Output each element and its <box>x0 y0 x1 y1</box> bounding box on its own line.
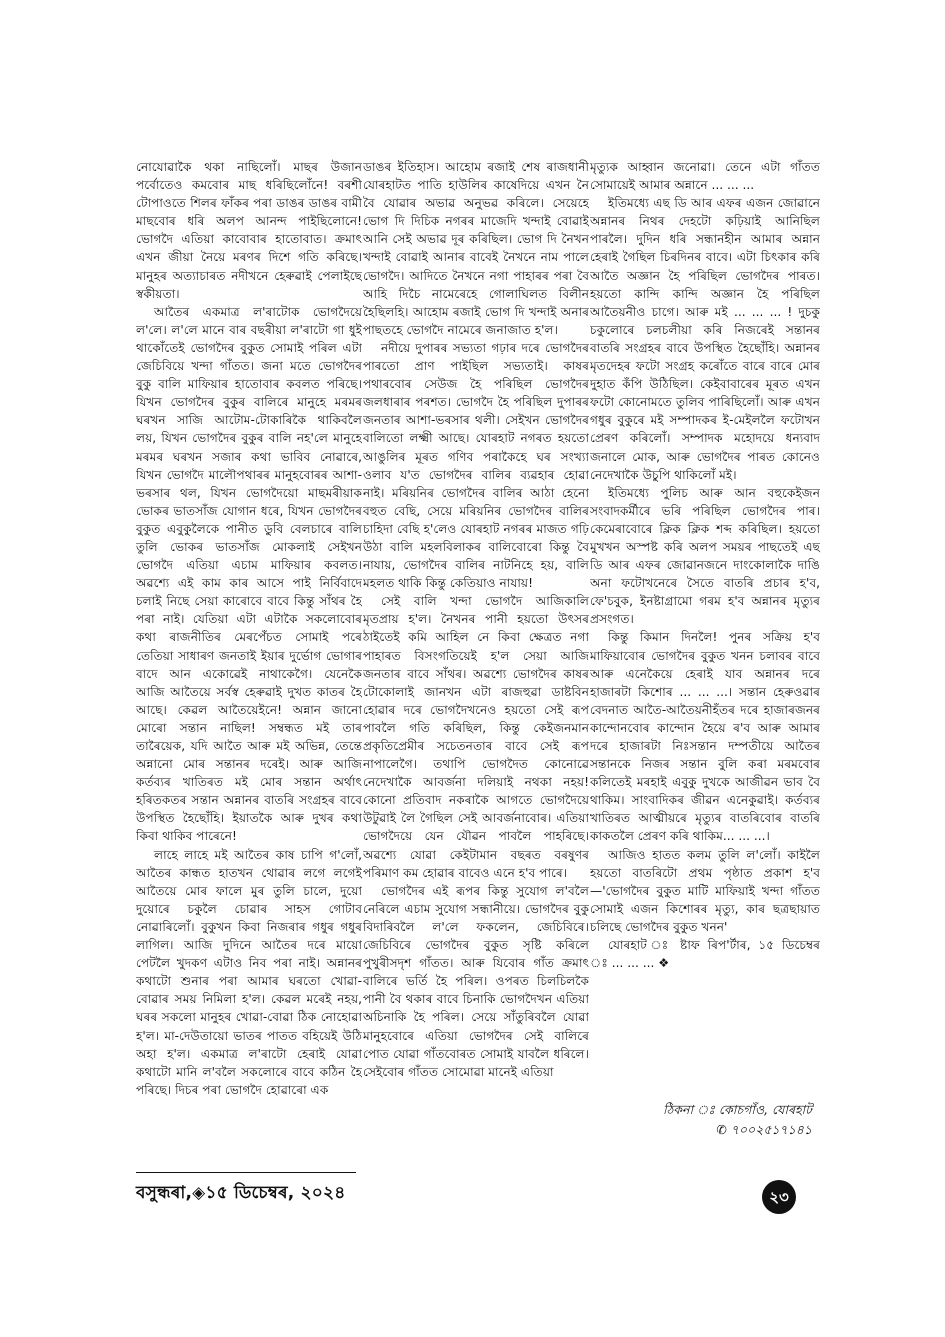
paragraph: যোৰহাট ঃ ষ্টাফ ৰিপ'ৰ্টাৰ, ১৫ ডিচেম্বৰ ঃ ... ... ... ❖ <box>590 938 820 971</box>
paragraph: নদীয়ে দুপাৰৰ সভ্যতা গঢ়াৰ দৰে ভোগদৈৰ পাৰতো প্ৰাণ পাইছিল সভ্যতাই। কাষৰ পথাৰবোৰ সেউজ হৈ পৰিছিল ভোগদৈৰ জলধাৰাৰ পৰশত। ভোগদৈ হৈ পৰিছিল দুপাৰৰ জনতাৰ আশা-ভৰসাৰ থলী। সেইখন ভোগদৈৰ বালিতো লক্ষ্মী আছে। যোৰহাট নগৰত হয়তো আঙুলিৰ মূৰত গণিব পৰাকৈহে ঘৰ সংখ্যা ওলাব য'ত ভোগদৈৰ বালিৰ ব্যৱহাৰ হোৱা নাই। মৰিয়নিৰ ভোগদৈৰ বালিৰ আঠা হেনো বহুত বেছি, সেয়ে মৰিয়নিৰ ভোগদৈৰ বালিৰ চাহিদা বেছি হ'লেও যোৰহাট নগৰৰ মাজত গঢ়ি উঠা বালি মহলবিলাকৰ বালিবোৰো কিন্তু বৈ নাযায়, ভোগদৈৰ বালিৰ নাটনিহে হয়, বালি মহলত থাকি কিন্তু কেতিয়াও নাযায়! <box>363 340 589 591</box>
footer-divider <box>136 1172 356 1173</box>
paragraph: ইতিমধ্যে পুলিচ আৰু আন বহুকেইজন সংবাদকৰ্মীৰে ভৰি পৰিছিল ভোগদৈৰ পাৰ। কেমেৰাবোৰে ক্লিক ক্লিক শব্দ কৰিছিল। হয়তো মুখখন অস্পষ্ট কৰি অলপ সময়ৰ পাছতেই এছ ডি আৰ এফৰ জোৱানজনে দাংকোলাকৈ দাঙি অনা ফটোখনেৰে সৈতে বাতৰি প্ৰচাৰ হ'ব, ফে'চবুক, ইনষ্টাগ্ৰামো গৰম হ'ব অন্নানৰ মৃত্যুৰ প্ৰসংগত। <box>590 485 820 627</box>
paragraph: ডাঙৰ ইতিহাস। আহোম ৰজাই শেষ ৰাজধানী যোৰহাটত পাতি হাউলিৰ কাষেদিয়ে এখন নৈ বৈ যোৱাৰ অভাৱ অনুভৱ কৰিলে। সেয়েহে ভোগ দি দিচিক নগৰৰ মাজেদি খন্দাই বোৱাই আনি সেই অভাৱ দূৰ কৰিছিল। ভোগ দি নৈখন খন্দাই বোৱাই আনাৰ বাবেই নৈখনে নাম পালে ভোগদৈ। আদিতে নৈখনে নগা পাহাৰৰ পৰা বৈ আহি দিচৈ নামেৰেহে গোলাঘিলত বিলীন হৈছিলহি। আহোম ৰজাই ভোগ দি খন্দাই অনাৰ পাছতহে ভোগদৈ নামেৰে জনাজাত হ'ল। <box>363 160 589 337</box>
paragraph: ইতিমধ্যে এছ ডি আৰ এফৰ এজন জোৱানে অন্নানৰ নিথৰ দেহটো কঢ়িয়াই আনিছিল পাৰলৈ। দুদিন ধৰি সন্ধানহীন আমাৰ অন্নান হেৰাই গৈছিল চিৰদিনৰ বাবে। এটা চিৎকাৰ কৰি আতৈ অজ্ঞান হৈ পৰিছিল ভোগদৈৰ পাৰত। হয়তো কান্দি কান্দি অজ্ঞান হৈ পৰিছিল আতৈয়নীও চাগে। আৰু মই ... ... ... ! দুচকু চকুলোৰে চলচলীয়া কৰি নিজৰেই সন্তানৰ বাতৰি সংগ্ৰহৰ বাবে উপস্থিত হৈছোঁহি। অন্নানৰ মৃতদেহৰ ফটো সংগ্ৰহ কৰোঁতে বাৰে বাৰে মোৰ দুহাত কঁপি উঠিছিল। কেইবাবাৰেৰ মূৰত এখন ফটো কোনোমতে তুলিব পাৰিছিলোঁ। আৰু এখন গধুৰ বুকুৰে মই সম্পাদকৰ ই-মেইললৈ ফটোখন প্ৰেৰণ কৰিলোঁ। সম্পাদক মহোদয়ে ধন্যবাদ জনালে মোক, আৰু ভোগদৈৰ পাৰত কোনেও নেদেখাকৈ উচুপি থাকিলোঁ মই। <box>590 196 820 482</box>
paragraph: মৃত্যুক আহ্বান জনোৱা। তেনে এটা গাঁতত সোমায়েই আমাৰ অন্নানে ... ... ... <box>590 160 820 193</box>
magazine-footer: বসুন্ধৰা,◈১৫ ডিচেম্বৰ, ২০২৪ <box>136 1183 346 1203</box>
paragraph: আতৈৰ একমাত্ৰ ল'ৰাটোক ভোগদৈয়ে ল'লে। ল'লে মানে বাৰ বছৰীয়া ল'ৰাটো গা ধুই থাকোঁতেই ভোগদৈৰ বুকুত সোমাই পৰিল এটা জেচিবিয়ে খন্দা গাঁতত। জনা মতে ভোগদৈৰ বুকু বালি মাফিয়াৰ হাতোবাৰ কবলত পৰিছে। যিখন ভোগদৈৰ বুকুৰ বালিৰে মানুহে মৰমৰ ঘৰখন সাজি আটোম-টোকাৰিকৈ থাকিবলৈ লয়, যিখন ভোগদৈৰ বুকুৰ বালি নহ'লে মানুহে মৰমৰ ঘৰখন সজাৰ কথা ভাবিব নোৱাৰে, যিখন ভোগদৈ মালৌপথাৰৰ মানুহবোৰৰ আশা-ভৰসাৰ থল, যিখন ভোগদৈয়ো মাছমৰীয়াক ভোকৰ ভাতসাঁজ যোগান ধৰে, যিখন ভোগদৈৰ বুকুত এবুকুলৈকে পানীত ডুবি বেলচাৰে বালি তুলি ভোকৰ ভাতসাঁজ মোকলাই সেইখন ভোগদৈ এতিয়া এচাম মাফিয়াৰ কবলত। অৱশ্যে এই কাম কাৰ আসে পাই নিৰ্বিবাদে চলাই নিছে সেয়া কাৰোবে বাবে কিন্তু সাঁথৰ হৈ পৰা নাই। যেতিয়া এটা এটাকৈ সকলোবোৰ কথা ৰাজনীতিৰ মেৰপেঁচত সোমাই পৰে তেতিয়া সাধাৰণ জনতাই ইয়াৰ দুৰ্ভোগ ভোগাৰ বাদে আন একোৱেই নাথাকেগৈ। যেনেকৈ আজি আতৈয়ে সৰ্বস্ব হেৰুৱাই দুখত কাতৰ হৈ আছে। কেৱল আতৈয়েইনে! অন্নান জানো মোৰো সন্তান নাছিল! সম্বন্ধত মই তাৰ তাৰৈয়েক, যদি আতৈ আৰু মই অভিন্ন, তেন্তে অন্নানো মোৰ সন্তানৰ দৰেই। আৰু আজি কৰ্তব্যৰ খাতিৰত মই মোৰ সন্তান অৰ্থাৎ হৰিতকতৰ সন্তান অন্নানৰ বাতৰি সংগ্ৰহৰ বাবে উপস্থিত হৈছোঁহি। ইয়াতকৈ আৰু দুখৰ কথা কিবা থাকিব পাৰেনে! <box>136 304 362 844</box>
author-phone: ✆ ৭০০২৫১৭১৪১ <box>716 1122 812 1137</box>
article-column-2 <box>363 158 589 1168</box>
article-column-1 <box>136 158 362 1168</box>
paragraph: লাহে লাহে মই আতৈৰ কাষ চাপি গ'লোঁ, আতৈৰ কান্ধত হাতখন থোৱাৰ লগে লগেই আতৈয়ে মোৰ ফালে মুৰ তুলি চালে, দুয়ো দুয়োৰে চকুলৈ চোৱাৰ সাহস গোটাব নোৱাৰিলোঁ। বুকুখন কিবা নিজৰাৰ গধুৰ গধুৰ লাগিল। আজি দুদিনে আতৈৰ দৰে মায়ো পেটলৈ খুদকণ এটাও নিব পৰা নাই। অন্নানৰ কথাটো শুনাৰ পৰা আমাৰ ঘৰতো খোৱা-বোৱাৰ সময় নিমিলা হ'ল। কেৱল মৰেই নহয়, ঘৰৰ সকলো মানুহৰ খোৱা-বোৱা ঠিক নোহোৱা হ'ল। মা-দেউতায়ো ভাতৰ পাতত বহিয়েই উঠি অহা হ'ল। একমাত্ৰ ল'ৰাটো হেৰাই যোৱা কথাটো মানি ল'বলৈ সকলোৰে বাবে কঠিন হৈ পৰিছে। দিচৰ পৰা ভোগদৈ হোৱাৰো এক <box>136 847 362 1097</box>
paragraph: সেই বালি খন্দা ভোগদৈ আজিকালি মৃতপ্ৰায় হ'ল। নৈখনৰ পানী হয়তো উৎসৰ ঠাইতেই কমি আহিল নে কিবা ক্ষেত্ৰত নগা পাহাৰত বিসংগতিয়েই হ'ল সেয়া আজি জনতাৰ বাবে সাঁথৰ। অৱশ্যে ভোগদৈৰ কাষৰ টোকোলাই জানখন এটা ৰাজহুৱা ডাষ্টবিন হোৱাৰ দৰে ভোগদৈখনেও হয়তো সেই ৰূপ পাবলৈ গতি কৰিছিল, কিন্তু কেইজনমান প্ৰকৃতিপ্ৰেমীৰ সচেতনতাৰ বাবে সেই ৰূপ নাপালেগৈ। তথাপি ভোগদৈত কোনোৱে নেদেখাকৈ আবৰ্জনা দলিয়াই নথকা নহয়! কোনো প্ৰতিবাদ নকৰাকৈ আগতে ভোগদৈয়ে উটুৱাই লৈ গৈছিল সেই আবৰ্জনাবোৰ। এতিয়া ভোগদৈয়ে যেন যৌৱন পাবলৈ পাহৰিছে। অৱশ্যে যোৱা কেইটামান বছৰত বৰষুণৰ পৰিমাণ কম হোৱাৰ বাবেও এনে হ'ব পাৰে। <box>363 594 589 880</box>
paragraph: ভোগদৈৰ এই ৰূপৰ কিন্তু সুযোগ ল'বলৈ নেৰিলে এচাম সুযোগ সন্ধানীয়ে। ভোগদৈৰ বুকু বিদাৰিবলৈ ল'লে ফকলেন, জেচিবিৰে। জেচিবিৰে ভোগদৈৰ বুকুত সৃষ্টি কৰিলে পুখুৰীসদৃশ গাঁতত। আৰু যিবোৰ গাঁত ক্ৰমাৎ বালিৰে ভৰ্তি হৈ পৰিল। ওপৰত চিলচিলকৈ পানী বৈ থকাৰ বাবে চিনাকি ভোগদৈখন এতিয়া অচিনাকি হৈ পৰিল। সেয়ে সাঁতুৰিবলৈ যোৱা মানুহবোৰে এতিয়া ভোগদৈৰ সেই বালিৰে পোত যোৱা গাঁতবোৰত সোমাই যাবলৈ ধৰিলে। সেইবোৰ গাঁতত সোমোৱা মানেই এতিয়া <box>363 883 589 1079</box>
paragraph: কিন্তু কিমান দিনলৈ! পুনৰ সক্ৰিয় হ'ব মাফিয়াবোৰ ভোগদৈৰ বুকুত খনন চলাবৰ বাবে আৰু এনেকৈয়ে হেৰাই যাব অন্নানৰ দৰে হাজাৰটা কিশোৰ ... ... ...। সন্তান হেৰুওৱাৰ বেদনাত আতৈ-আতৈয়নীহঁতৰ দৰে হাজাৰজনৰ কান্দোনবোৰ কান্দোন হৈয়ে ৰ'ব আৰু আমাৰ দৰে হাজাৰটা নিঃসন্তান দম্পতীয়ে আতৈৰ সন্তানকে নিজৰ সন্তান বুলি কৰা মৰমবোৰ কলিতেই মৰহাই এবুকু দুখকে আজীৱন ভাব বৈ থাকিম। সাংবাদিকৰ জীৱন এনেকুৱাই। কৰ্তব্যৰ খাতিৰত আত্মীয়ৰে মৃত্যুৰ বাতৰিবোৰ বাতৰি কাকতলৈ প্ৰেৰণ কৰি থাকিম... ... ...। <box>590 630 820 844</box>
paragraph: আজিও হাতত কলম তুলি ল'লোঁ। কাইলৈ হয়তো বাতৰিটো প্ৰথম পৃষ্ঠাত প্ৰকাশ হ'ব —'ভোগদৈৰ বুকুত মাটি মাফিয়াই খন্দা গাঁতত সোমাই এজন কিশোৰৰ মৃত্যু, কাৰ ছত্ৰছায়াত চলিছে ভোগদৈৰ বুকুত খনন' <box>590 847 820 934</box>
author-byline <box>590 1100 812 1140</box>
article-column-3 <box>590 158 820 978</box>
page-number-badge: ২৩ <box>762 1180 796 1214</box>
paragraph: নোযোৱাকৈ থকা নাছিলোঁ। মাছৰ উজান পৰ্বোতেও কমবোৰ মাছ ধৰিছিলোঁনে! বৰশী টোপাওতে শিলৰ ফাঁকৰ পৰা ডাঙৰ ডাঙৰ বামী মাছবোৰ ধৰি অলপ আনন্দ পাইছিলোনে! ভোগদৈ এতিয়া কাবোবাৰ হাতোবাত। ক্ৰমাৎ এখন জীয়া নৈয়ে মৰণৰ দিশে গতি কৰিছে। মানুহৰ অত্যাচাৰত নদীখনে হেৰুৱাই পেলাইছে স্বকীয়তা। <box>136 160 362 301</box>
author-address: ঠিকনা ঃ কোচগাঁও, যোৰহাট <box>663 1102 812 1117</box>
